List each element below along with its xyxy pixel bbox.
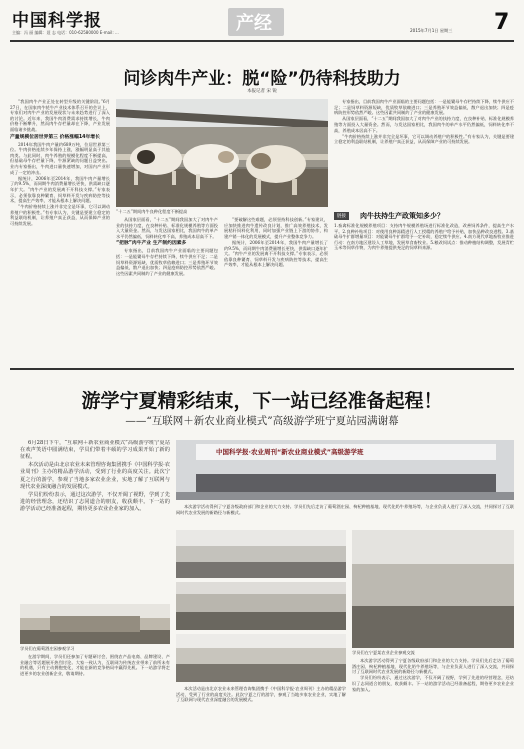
article1-paragraph: “牛肉价格持续上涨并非完全是坏事，它可以调动养殖户的积极性。”有专家认为，关键是要建立稳定的利益联结机制，让养殖户真正获益，从而保障产业的可持续发展。 (334, 133, 514, 145)
issue-date: 2015年7月1日 星期三 (410, 28, 453, 33)
box-label: 链接 (334, 212, 349, 220)
article1-paragraph: 从国家层面看，“十二五”期间我国加大了对肉牛产业的扶持力度，在良种补贴、标准化规模养殖等方面投入大量资金。然而，与发达国家相比，我国肉牛的单产水平仍然偏低，饲料转化率不高，养殖成本居高不下。 (116, 217, 218, 239)
article1-column-4 (334, 99, 514, 209)
article2-column-3 (20, 654, 170, 740)
page-number: 7 (494, 10, 510, 35)
article1-paragraph: “牛肉价格持续上涨并非完全是坏事，它可以调动养殖户的积极性。”有专家认为，关键是要建立稳定的利益联结机制，让养殖户真正获益，从而保障产业的可持续发展。 (10, 204, 110, 227)
article2-paragraph: 学员们纷纷表示，通过这次游学，不仅开阔了视野，学到了先进的经营理念，还结识了志同道合的朋友，收获颇丰。下一站的游学活动已经准备起程，期待更多农业企业家的加入。 (20, 491, 170, 513)
article2-paragraph: 本次活动是由北京农业未来管理咨询集团携手《中国科学报·农业周刊》主办的精品游学活动，受到了行业的高度关注。此次宁夏之行的游学，参观了当地多家农业企业，实地了解了互联网与现代农业深度融合的发展模式。 (20, 462, 170, 490)
masthead-meta: 主编：冯 丽 编辑：聂 志 电话：010-62580000 E-mail: ... (12, 30, 119, 35)
newspaper-logo: 中国科学报 (12, 11, 102, 31)
winery-photo (20, 604, 170, 644)
visit-photo-3 (176, 634, 346, 682)
article1-byline: 本报记者 宋 锐 (247, 89, 277, 94)
visit-illustration-1 (176, 530, 346, 578)
group-photo (176, 440, 514, 500)
article1-paragraph: “要破解这些难题，必须坚持科技创新。”专家建议，应加快推进肉牛遗传改良计划，推广高效养殖技术，发展秸秆饲料化利用，同时加强产业链上下游的协作，构建产销一体化的发展模式，提升产业整体竞争力。 (224, 217, 328, 239)
article1-paragraph: 专家指出，目前我国肉牛产业面临的主要问题包括：一是能繁母牛存栏持续下降，犊牛供应不足；二是饲草料资源短缺，优质牧草依赖进口；三是养殖环节效益偏低，散户退出加快；四是疫病防控形势依然严峻。这些因素共同制约了产业的健康发展。 (116, 248, 218, 276)
section-divider (10, 368, 514, 370)
cattle-photo (116, 99, 328, 207)
visit-photo-1 (176, 530, 346, 578)
article1-paragraph: 从国家层面看，“十二五”期间我国加大了对肉牛产业的扶持力度，在良种补贴、标准化规模养殖等方面投入大量资金。然而，与发达国家相比，我国肉牛的单产水平仍然偏低，饲料转化率不高，养殖成本居高不下。 (334, 116, 514, 133)
photo-caption: 学员们在宁夏某农业企业参观交流 (352, 650, 415, 655)
article2-column-4 (352, 658, 514, 740)
group-banner-text: 中国科学报·农业周刊“新农业商业模式”高级游学班 (216, 448, 364, 456)
section-name: 产经 (236, 13, 272, 34)
article1-subheading-1: 产量规模位居世界第三 价格涨幅14年增长 (10, 134, 100, 140)
winery-illustration (20, 604, 170, 644)
article2-column-5 (176, 686, 346, 740)
article2-subhead: ——“互联网＋新农业商业模式”高级游学班宁夏站园满谢幕 (125, 415, 399, 427)
article1-subheading-2: “把脉”肉牛产业 生产制约因素多 (116, 241, 187, 247)
visit-illustration-3 (176, 634, 346, 682)
photo-caption: “十二五”期间肉牛良种化程度不断提高 (116, 209, 188, 214)
visit-photo-4 (352, 530, 514, 648)
visit-photo-2 (176, 582, 346, 630)
article1-title: 问诊肉牛产业：脱“险”仍待科技助力 (123, 69, 401, 89)
visit-illustration-2 (176, 582, 346, 630)
cattle-illustration (116, 99, 328, 207)
masthead-rule (10, 40, 514, 42)
article1-lead: “我国肉牛产业正处在转型升级的关键阶段。”6月27日，在国家肉牛牦牛产业技术体系召开的会议上，专家们对肉牛产业的发展现状与未来趋势进行了深入的讨论。近年来，我国牛肉消费需求持续增长，牛肉价格不断攀升，然而肉牛存栏量却在下降，产业发展面临诸多挑战。 (10, 99, 110, 132)
article2-column-2 (176, 504, 514, 526)
article1-paragraph: 据统计，2006年至2014年，我国牛肉产量增长了约9.5%，而同期牛肉消费量增长更快，供需缺口逐年扩大。“肉牛产业的发展离不开科技支撑。”专家表示，必须依靠良种繁育、饲草料开发与疾病防控等技术，提高生产效率，才能从根本上解决问题。 (10, 175, 110, 204)
article1-paragraph: 2014年我国牛肉产量约689万吨，位居世界第三位。牛肉价格连续多年保持上涨，涨幅明显高于其他肉类。与此同时，肉牛养殖的规模化程度不断提高，但基础母牛存栏量下降，牛源紧缺的问题日益突出。业内专家指出，牛肉进口量快速增加，对国内产业形成了一定的冲击。 (10, 141, 110, 175)
article1-paragraph: 据统计，2006年至2014年，我国牛肉产量增长了约9.5%，而同期牛肉消费量增长更快，供需缺口逐年扩大。“肉牛产业的发展离不开科技支撑。”专家表示，必须依靠良种繁育、饲草料开发与疾病防控等技术，提高生产效率，才能从根本上解决问题。 (224, 239, 328, 268)
article1-column-2 (116, 217, 218, 361)
article2-paragraph: 本次游学活动得到了宁夏各级政府部门和企业的大力支持。学员们先后走访了葡萄酒庄园、枸杞种植基地、现代化奶牛养殖场等，与企业负责人进行了深入交流，共同探讨了互联网时代农业发展的新路径与新模式。 (352, 658, 514, 675)
visit-illustration-4 (352, 530, 514, 648)
article1-column-1 (10, 99, 110, 361)
article2-paragraph: 本次游学活动得到了宁夏各级政府部门和企业的大力支持。学员们先后走访了葡萄酒庄园、枸杞种植基地、现代化奶牛养殖场等，与企业负责人进行了深入交流，共同探讨了互联网时代农业发展的新路径与新模式。 (176, 504, 514, 515)
article2-paragraph: 在游学期间，学员们还参加了专题研讨会，围绕农产品电商、品牌建设、产业融合等话题展开热烈讨论。大家一致认为，互联网为传统农业带来了前所未有的机遇，只有主动拥抱变化，才能在新的竞争格局中赢得先机。下一站游学将走进更多的农业创新企业，敬请期待。 (20, 654, 170, 676)
article2-paragraph: 6月28日下午，“互联网＋新农业商业模式”高级游学班宁夏站在欢声笑语中圆满结束，学员们带着丰硕的学习成果开始了新的征程。 (20, 440, 170, 461)
article2-paragraph: 学员们纷纷表示，通过这次游学，不仅开阔了视野，学到了先进的经营理念，还结识了志同道合的朋友，收获颇丰。下一站的游学活动已经准备起程，期待更多农业企业家的加入。 (352, 675, 514, 692)
masthead (0, 0, 524, 44)
article1-column-3 (224, 217, 328, 361)
policy-box (334, 212, 514, 362)
photo-caption: 学员们在葡萄酒庄园参观学习 (20, 646, 75, 651)
box-title: 肉牛扶持生产政策知多少？ (360, 212, 444, 220)
article2-paragraph: 本次活动是由北京农业未来管理咨询集团携手《中国科学报·农业周刊》主办的精品游学活动，受到了行业的高度关注。此次宁夏之行的游学，参观了当地多家农业企业，实地了解了互联网与现代农业深度融合的发展模式。 (176, 686, 346, 703)
box-body: 1.畜禽标准化规模养殖项目：支持肉牛规模养殖场进行标准化改造，改善饲养条件，提高生产水平。2.良种补贴项目：对使用良种冻精进行人工授精的养殖户给予补贴，加快品种改良进程。3.基础母牛扩群增量项目：对能繁母牛扩群给予一定补助，稳定犊牛供应。4.南方现代草地畜牧业推进行动：在南方地区建设人工草地，发展草食畜牧业。5.粮改饲试点：推动种植结构调整，发展青贮玉米等饲草作物，为肉牛养殖提供充足的饲草料来源。 (334, 223, 514, 251)
article2-headline: 游学宁夏精彩结束，下一站已经准备起程！ (81, 390, 443, 412)
article1-paragraph: 专家指出，目前我国肉牛产业面临的主要问题包括：一是能繁母牛存栏持续下降，犊牛供应不足；二是饲草料资源短缺，优质牧草依赖进口；三是养殖环节效益偏低，散户退出加快；四是疫病防控形势依然严峻。这些因素共同制约了产业的健康发展。 (334, 99, 514, 116)
article2-column-1 (20, 440, 170, 600)
